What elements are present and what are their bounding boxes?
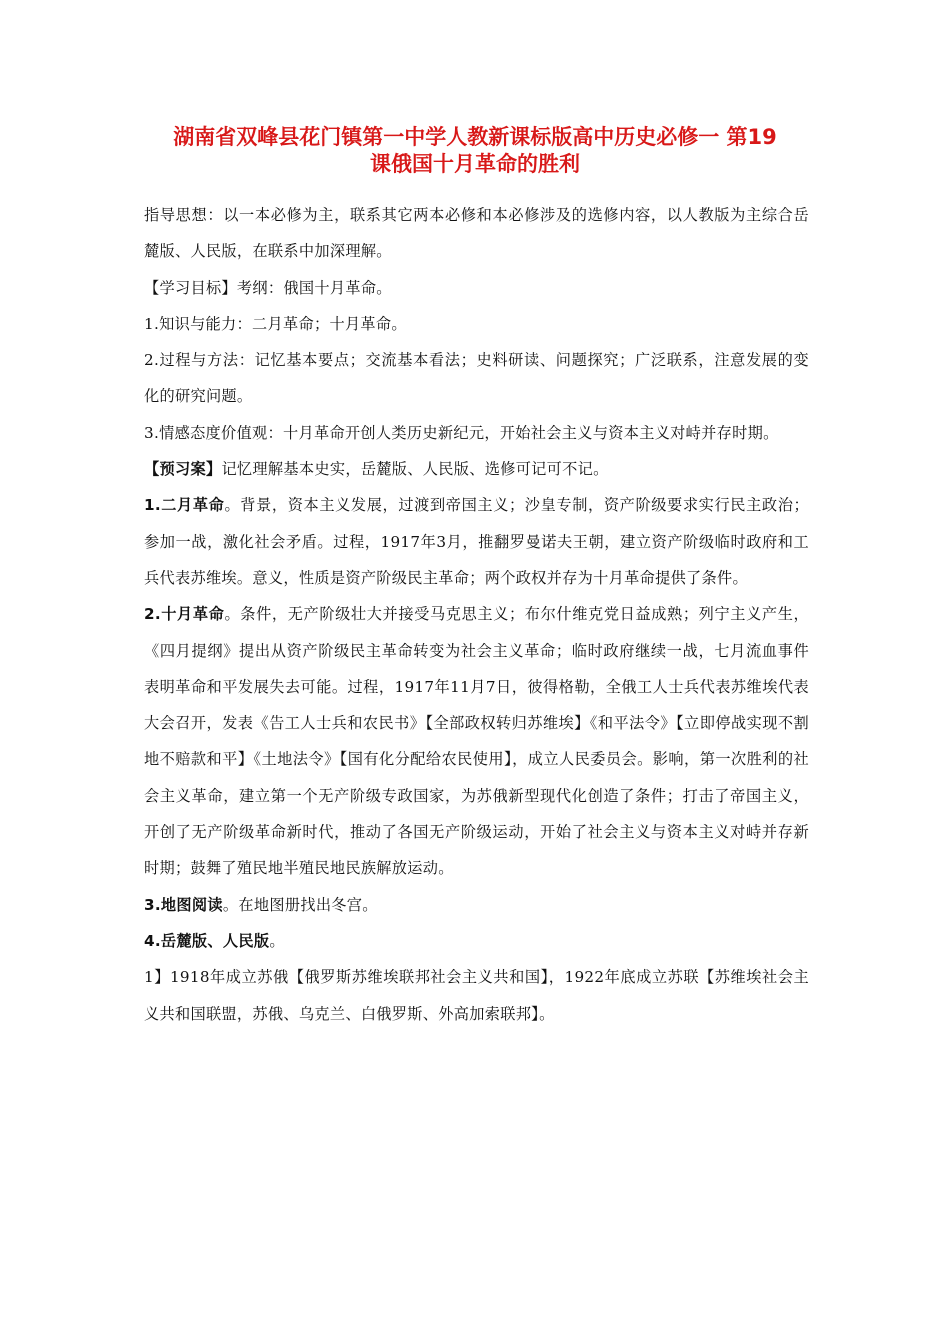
guiding-thought: 指导思想：以一本必修为主，联系其它两本必修和本必修涉及的选修内容，以人教版为主综合岳麓版、人民版，在联系中加深理解。 xyxy=(144,206,809,261)
objective-process: 2.过程与方法：记忆基本要点；交流基本看法；史料研读、问题探究；广泛联系，注意发展的变化的研究问题。 xyxy=(144,351,809,406)
section-4-text: 。 xyxy=(269,931,285,950)
title-line-1: 湖南省双峰县花门镇第一中学人教新课标版高中历史必修一 第19 xyxy=(173,125,777,149)
objectives-heading: 【学习目标】考纲：俄国十月革命。 xyxy=(144,278,392,297)
preview-text: 记忆理解基本史实，岳麓版、人民版、选修可记可不记。 xyxy=(221,460,609,479)
section-other-editions xyxy=(144,923,809,959)
objective-values: 3.情感态度价值观：十月革命开创人类历史新纪元，开始社会主义与资本主义对峙并存时期。 xyxy=(144,423,779,442)
document-title xyxy=(130,124,820,178)
section-3-label: 3.地图阅读 xyxy=(144,895,223,914)
title-line-2: 课俄国十月革命的胜利 xyxy=(370,152,580,176)
document-body xyxy=(144,197,809,1032)
section-3-text: 。在地图册找出冬宫。 xyxy=(222,895,378,914)
preview-paragraph xyxy=(144,451,809,487)
section-4-label: 4.岳麓版、人民版 xyxy=(144,931,270,950)
objective-knowledge: 1.知识与能力：二月革命；十月革命。 xyxy=(144,314,407,333)
section-map-reading xyxy=(144,887,809,923)
section-2-label: 2.十月革命 xyxy=(144,605,225,624)
section-october-revolution xyxy=(144,596,809,886)
section-4-item-1: 1】1918年成立苏俄【俄罗斯苏维埃联邦社会主义共和国】，1922年底成立苏联【苏维埃社会主义共和国联盟，苏俄、乌克兰、白俄罗斯、外高加索联邦】。 xyxy=(144,968,809,1023)
section-1-text: 。背景，资本主义发展，过渡到帝国主义；沙皇专制，资产阶级要求实行民主政治；参加一战，激化社会矛盾。过程，1917年3月，推翻罗曼诺夫王朝，建立资产阶级临时政府和工兵代表苏维埃。意义，性质是资产阶级民主革命；两个政权并存为十月革命提供了条件。 xyxy=(144,496,809,587)
section-1-label: 1.二月革命 xyxy=(144,496,225,515)
section-february-revolution xyxy=(144,487,809,596)
section-2-text: 。条件，无产阶级壮大并接受马克思主义；布尔什维克党日益成熟；列宁主义产生，《四月提纲》提出从资产阶级民主革命转变为社会主义革命；临时政府继续一战，七月流血事件表明革命和平发展失去可能。过程，1917年11月7日，彼得格勒，全俄工人士兵代表苏维埃代表大会召开，发表《告工人士兵和农民书》【全部政权转归苏维埃】《和平法令》【立即停战实现不割地不赔款和平】《土地法令》【国有化分配给农民使用】，成立人民委员会。影响，第一次胜利的社会主义革命，建立第一个无产阶级专政国家，为苏俄新型现代化创造了条件；打击了帝国主义，开创了无产阶级革命新时代，推动了各国无产阶级运动，开始了社会主义与资本主义对峙并存新时期；鼓舞了殖民地半殖民地民族解放运动。 xyxy=(144,605,809,878)
preview-label: 【预习案】 xyxy=(144,460,222,479)
